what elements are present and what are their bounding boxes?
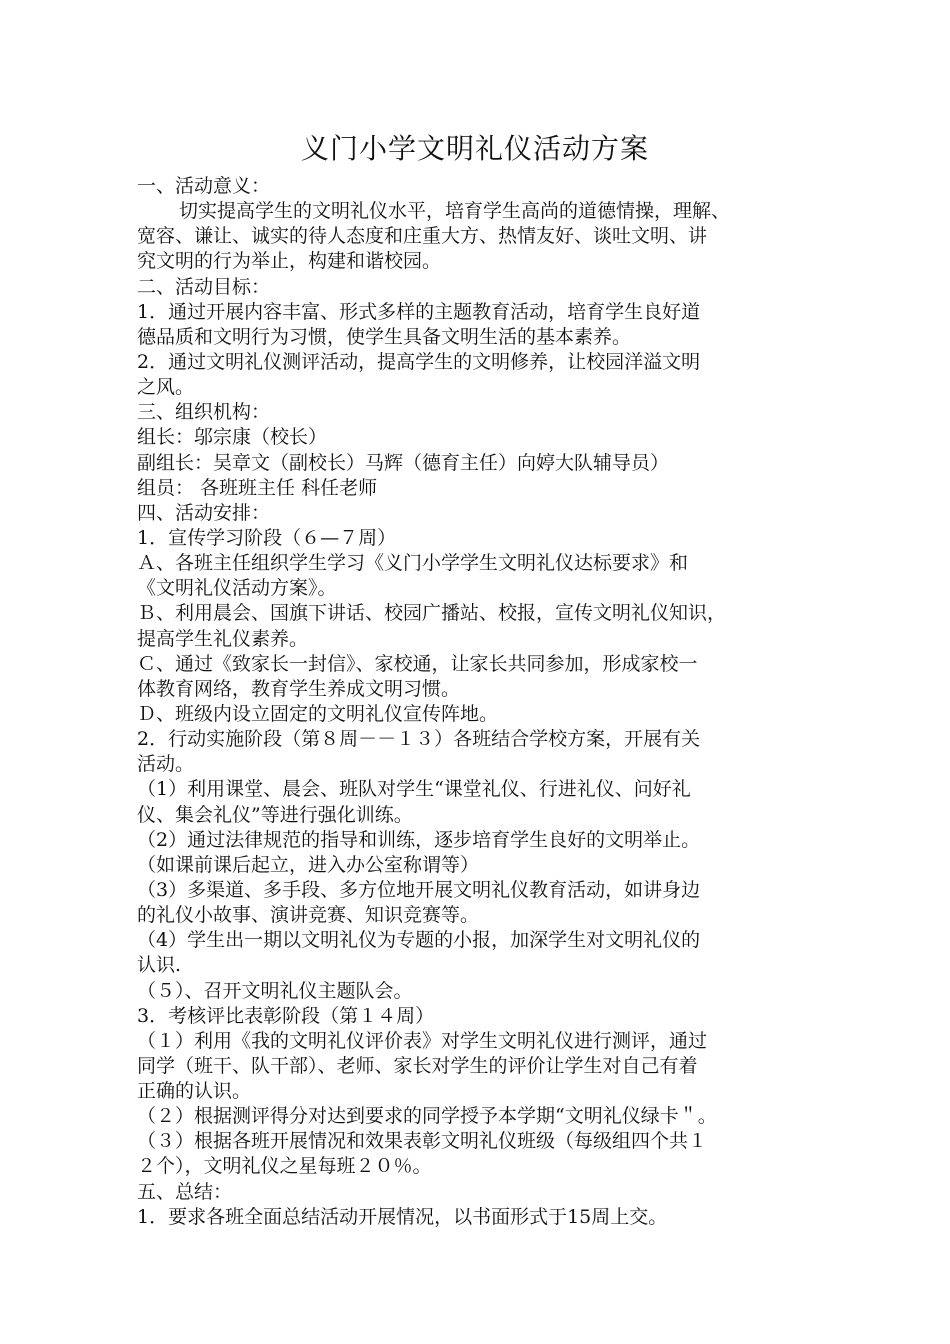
- paragraph-line: 提高学生礼仪素养。: [137, 627, 309, 650]
- paragraph-line: 同学（班干、队干部）、老师、家长对学生的评价让学生对自己有着: [137, 1054, 698, 1077]
- paragraph-line: Ａ、各班主任组织学生学习《义门小学学生文明礼仪达标要求》和: [137, 552, 689, 575]
- paragraph-line: 认识.: [137, 954, 182, 977]
- paragraph-line: 正确的认识。: [137, 1080, 252, 1103]
- paragraph-line: 宽容、谦让、诚实的待人态度和庄重大方、热情友好、谈吐文明、讲: [137, 225, 708, 248]
- section-heading-significance: 一、活动意义：: [137, 175, 271, 197]
- paragraph-line: 活动。: [137, 753, 195, 776]
- paragraph-line: Ｄ、班级内设立固定的文明礼仪宣传阵地。: [137, 702, 499, 725]
- paragraph-line: （4）学生出一期以文明礼仪为专题的小报，加深学生对文明礼仪的: [137, 929, 701, 952]
- paragraph-line: 组员： 各班班主任 科任老师: [137, 476, 378, 499]
- paragraph-line: 2．行动实施阶段（第８周－－１３）各班结合学校方案，开展有关: [137, 728, 701, 751]
- section-heading-organization: 三、组织机构：: [137, 401, 271, 424]
- paragraph-line: ２个），文明礼仪之星每班２０％。: [137, 1155, 432, 1178]
- paragraph-line: （１）利用《我的文明礼仪评价表》对学生文明礼仪进行测评，通过: [137, 1029, 708, 1052]
- paragraph-line: 2．通过文明礼仪测评活动，提高学生的文明修养，让校园洋溢文明: [137, 350, 701, 373]
- paragraph-line: （２）根据测评得分对达到要求的同学授予本学期“文明礼仪绿卡＂。: [137, 1105, 717, 1128]
- paragraph-line: 的礼仪小故事、演讲竞赛、知识竞赛等。: [137, 904, 480, 927]
- paragraph-line: 1．要求各班全面总结活动开展情况，以书面形式于15周上交。: [137, 1205, 668, 1228]
- paragraph-line: （3）多渠道、多手段、多方位地开展文明礼仪教育活动，如讲身边: [137, 878, 701, 901]
- section-heading-arrangements: 四、活动安排：: [137, 501, 271, 524]
- paragraph-line: （如课前课后起立，进入办公室称谓等）: [137, 853, 480, 876]
- paragraph-line: （1）利用课堂、晨会、班队对学生“课堂礼仪、行进礼仪、问好礼: [137, 778, 691, 801]
- paragraph-line: 1．宣传学习阶段（６—７周）: [137, 526, 397, 549]
- paragraph-line: （５）、召开文明礼仪主题队会。: [137, 979, 413, 1002]
- paragraph-line: 仪、集会礼仪”等进行强化训练。: [137, 803, 413, 826]
- paragraph-line: 副组长：吴章文（副校长）马辉（德育主任）向婷大队辅导员）: [137, 451, 670, 474]
- paragraph-line: 究文明的行为举止，构建和谐校园。: [137, 250, 442, 273]
- paragraph-line: （３）根据各班开展情况和效果表彰文明礼仪班级（每级组四个共１: [137, 1130, 708, 1153]
- document-body: [137, 174, 827, 1230]
- paragraph-line: 之风。: [137, 376, 195, 399]
- document-title: 义门小学文明礼仪活动方案: [300, 132, 649, 165]
- paragraph-line: （2）通过法律规范的指导和训练，逐步培育学生良好的文明举止。: [137, 828, 701, 851]
- paragraph-line: 1．通过开展内容丰富、形式多样的主题教育活动，培育学生良好道: [137, 300, 701, 323]
- paragraph-line: 体教育网络，教育学生养成文明习惯。: [137, 677, 461, 700]
- paragraph-line: 3．考核评比表彰阶段（第１４周）: [137, 1004, 435, 1027]
- paragraph-line: 《文明礼仪活动方案》。: [137, 577, 337, 600]
- paragraph-line: Ｂ、利用晨会、国旗下讲话、校园广播站、校报，宣传文明礼仪知识，: [137, 602, 727, 625]
- paragraph-line: 德品质和文明行为习惯，使学生具备文明生活的基本素养。: [137, 325, 632, 348]
- paragraph-line: 切实提高学生的文明礼仪水平，培育学生高尚的道德情操，理解、: [179, 200, 731, 223]
- paragraph-line: Ｃ、通过《致家长一封信》、家校通，让家长共同参加，形成家校一: [137, 652, 698, 675]
- section-heading-goals: 二、活动目标：: [137, 275, 271, 298]
- paragraph-line: 组长：邬宗康（校长）: [137, 426, 328, 449]
- section-heading-summary: 五、总结：: [137, 1180, 233, 1203]
